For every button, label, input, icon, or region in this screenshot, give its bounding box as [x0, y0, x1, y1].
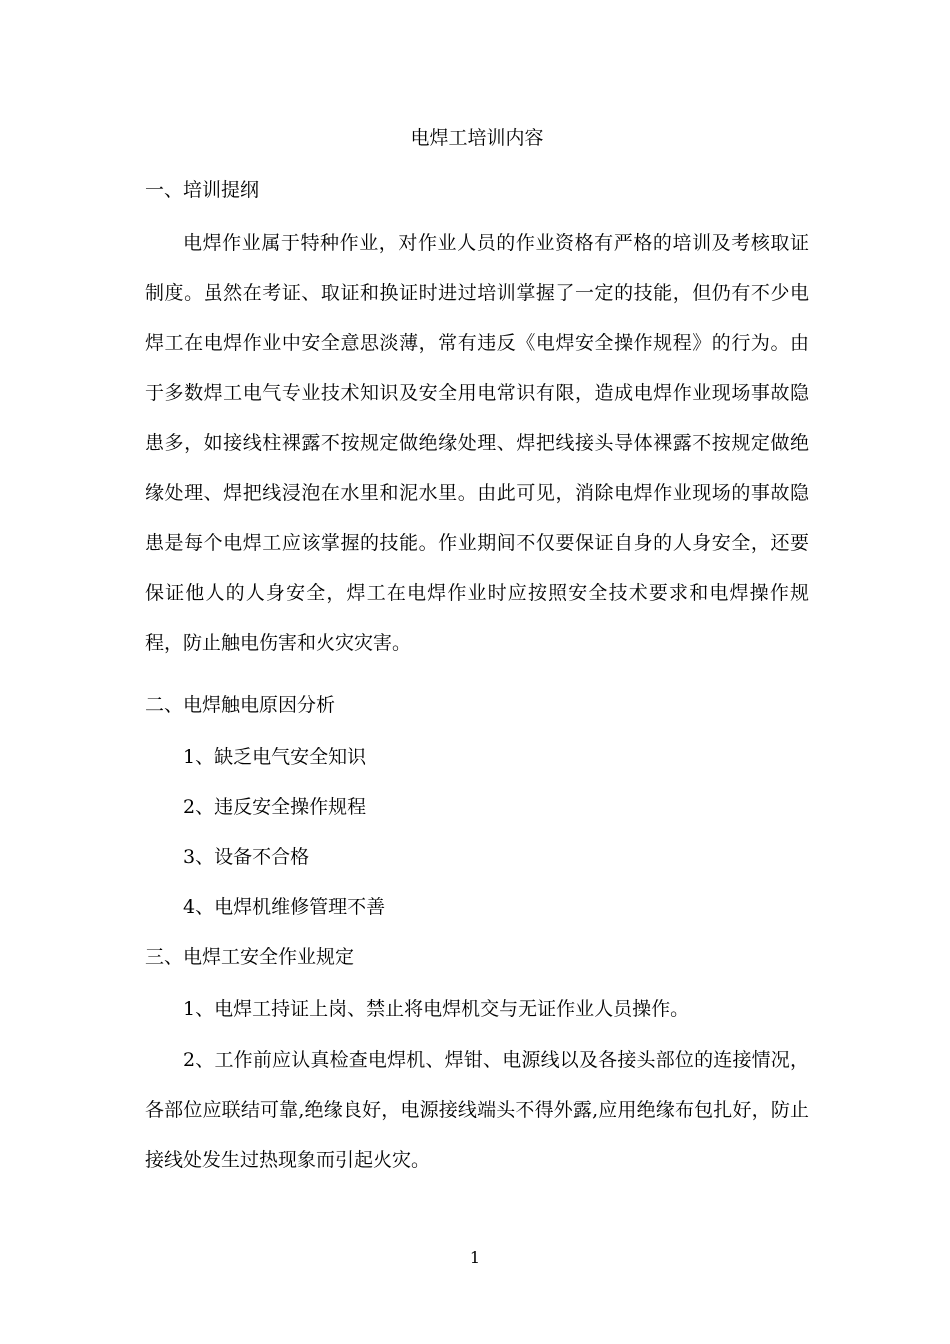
list-item: 1、电焊工持证上岗、禁止将电焊机交与无证作业人员操作。	[183, 998, 690, 1020]
list-item: 1、缺乏电气安全知识	[183, 746, 367, 768]
section-paragraph-1: 电焊作业属于特种作业，对作业人员的作业资格有严格的培训及考核取证制度。虽然在考证、取证和换证时进过培训掌握了一定的技能，但仍有不少电焊工在电焊作业中安全意思淡薄，常有违反《电焊安全操作规程》的行为。由于多数焊工电气专业技术知识及安全用电常识有限，造成电焊作业现场事故隐患多，如接线柱裸露不按规定做绝缘处理、焊把线接头导体裸露不按规定做绝缘处理、焊把线浸泡在水里和泥水里。由此可见，消除电焊作业现场的事故隐患是每个电焊工应该掌握的技能。作业期间不仅要保证自身的人身安全，还要保证他人的人身安全，焊工在电焊作业时应按照安全技术要求和电焊操作规程，防止触电伤害和火灾灾害。	[145, 232, 809, 654]
page-number: 1	[469, 1248, 481, 1267]
list-item: 4、电焊机维修管理不善	[183, 896, 386, 918]
section-heading-3: 三、电焊工安全作业规定	[145, 946, 355, 968]
document-body	[145, 124, 809, 1185]
section-paragraph-3: 2、工作前应认真检查电焊机、焊钳、电源线以及各接头部位的连接情况，各部位应联结可靠,绝缘良好，电源接线端头不得外露,应用绝缘布包扎好，防止接线处发生过热现象而引起火灾。	[145, 1049, 809, 1171]
document-title: 电焊工培训内容	[410, 127, 544, 149]
section-heading-2: 二、电焊触电原因分析	[145, 694, 336, 716]
list-item: 3、设备不合格	[183, 846, 310, 868]
list-item: 2、违反安全操作规程	[183, 796, 367, 818]
section-heading-1: 一、培训提纲	[145, 179, 260, 201]
